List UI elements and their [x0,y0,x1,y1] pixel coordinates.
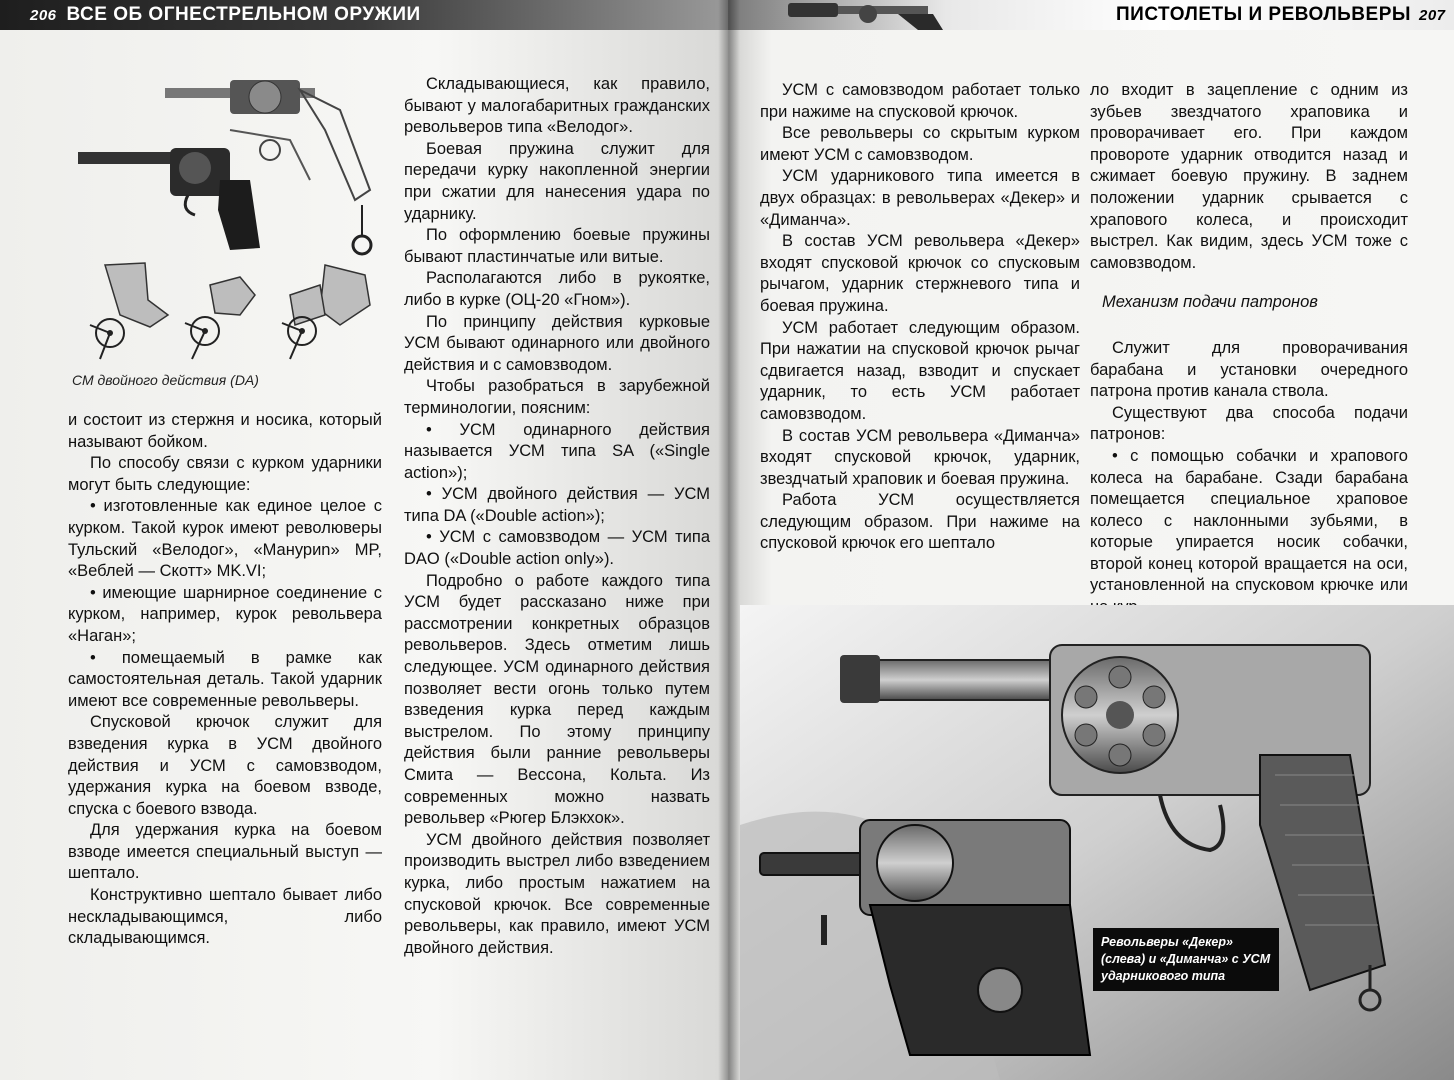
section-subheading: Механизм подачи патронов [1102,293,1318,312]
left-page-header [0,0,728,30]
paragraph: По оформлению боевые пружины бывают пластинчатые или витые. [404,226,710,266]
paragraph: УСМ ударникового типа имеется в двух образцах: в револьверах «Декер» и «Диманча». [760,167,1080,229]
bullet-paragraph: • помещаемый в рамке как самостоятельная деталь. Такой ударник имеют все современные револьверы. [68,648,382,710]
paragraph: Чтобы разобраться в зарубежной терминологии, поясним: [404,377,710,417]
paragraph: В состав УСМ револьвера «Диманча» входят спусковой крючок, ударник, звездчатый храповик и боевая пружина. [760,426,1080,488]
left-page-column-1 [68,410,382,950]
paragraph: По принципу действия курковые УСМ бывают одинарного или двойного действия и с самовзводом. [404,312,710,374]
paragraph: ло входит в зацепление с одним из зубьев звездчатого храповика и проворачивает его. При каждом провороте ударник отводится назад и сжимает боевую пружину. В заднем положении ударник срывается с храпового колеса, и происходит выстрел. Как видим, здесь УСМ тоже с самовзводом. [1090,81,1408,272]
paragraph: Работа УСМ осуществляется следующим образом. При нажиме на спусковой крючок его шептало [760,491,1080,553]
paragraph: В состав УСМ револьвера «Декер» входят спусковой крючок со спусковым рычагом, ударник стержневого типа и боевая пружина. [760,232,1080,315]
right-figure-caption: Револьверы «Декер» (слева) и «Диманча» с УСМ ударникового типа [1093,928,1279,991]
paragraph: По способу связи с курком ударники могут быть следующие: [68,454,382,494]
paragraph: Конструктивно шептало бывает либо нескладывающимся, либо складывающимся. [68,886,382,948]
paragraph: Складывающиеся, как правило, бывают у малогабаритных гражданских револьверов типа «Велодог». [404,75,710,137]
left-page-number: 206 [30,6,57,24]
paragraph: Служит для проворачивания барабана и установки очередного патрона против канала ствола. [1090,338,1408,401]
header-revolver-illustration [748,0,1048,30]
right-running-title: ПИСТОЛЕТЫ И РЕВОЛЬВЕРЫ [1116,4,1411,25]
bullet-paragraph: • УСМ одинарного действия называется УСМ типа SA («Single action»); [404,420,710,482]
paragraph: Располагаются либо в рукоятке, либо в курке (ОЦ-20 «Гном»). [404,269,710,309]
right-page-header [728,0,1454,30]
bullet-paragraph: • УСМ двойного действия — УСМ типа DA («Double action»); [404,485,710,525]
paragraph: УСМ с самовзводом работает только при нажиме на спусковой крючок. [760,81,1080,121]
decker-dimancea-revolvers-photo [740,605,1454,1080]
paragraph: УСМ двойного действия позволяет производить выстрел либо взведением курка, либо простым нажатием на спусковой крючок. Все современные револьверы, как правило, имеют УСМ двойного действия. [404,830,710,957]
left-figure-caption: СМ двойного действия (DA) [72,372,259,388]
bullet-paragraph: • имеющие шарнирное соединение с курком, например, курок револьвера «Наган»; [68,583,382,645]
right-page-number: 207 [1418,6,1446,24]
paragraph: Существуют два способа подачи патронов: [1090,403,1408,444]
right-page-column-1 [760,80,1080,555]
paragraph: и состоит из стержня и носика, который называют бойком. [68,411,382,451]
double-action-mechanism-diagram [70,255,382,367]
bullet-paragraph: • УСМ с самовзводом — УСМ типа DAO («Double action only»). [404,528,710,569]
book-gutter [718,0,740,1080]
paragraph: Все револьверы со скрытым курком имеют УСМ с самовзводом. [760,124,1080,164]
paragraph: Боевая пружина служит для передачи курку накопленной энергии при сжатии для нанесения удара по ударнику. [404,139,710,223]
paragraph: УСМ работает следующим образом. При нажатии на спусковой крючок рычаг сдвигается назад, взводит и спускает ударник, то есть УСМ работает самовзводом. [760,318,1080,423]
bullet-paragraph: • с помощью собачки и храпового колеса на барабане. Сзади барабана помещается специальное храповое колесо с наклонными зубьями, в которые упирается носик собачки, второй конец которой вращается на оси, установленной на спусковом крючке или [1090,446,1408,595]
left-running-title: ВСЕ ОБ ОГНЕСТРЕЛЬНОМ ОРУЖИИ [66,4,421,25]
right-page-column-2 [1090,80,1408,619]
bullet-paragraph: • изготовленные как единое целое с курком. Такой курок имеют революверы Тульский «Велодог», «Мануриn» MP, «Веблей — Скотт» MK.VI; [68,497,382,581]
paragraph: Для удержания курка на боевом взводе имеется специальный выступ —шептало. [68,821,382,883]
paragraph: Спусковой крючок служит для взведения курка в УСМ двойного действия и УСМ с самовзводом, удержания курка на боевом взводе, спуска с боевого взвода. [68,713,382,818]
paragraph: Подробно о работе каждого типа УСМ будет рассказано ниже при рассмотрении конкретных образцов револьверов. Здесь отметим лишь следующее. УСМ одинарного действия позволяет вести огонь только путем взведения курка перед каждым выстрелом. По этому принципу действия были ранние револьверы Смита — Вессона, Кольта. Из современных можно назвать револьвер «Рюгер Блэкхок». [404,571,710,828]
left-page-column-2 [404,74,710,959]
revolvers-illustration [70,70,380,260]
